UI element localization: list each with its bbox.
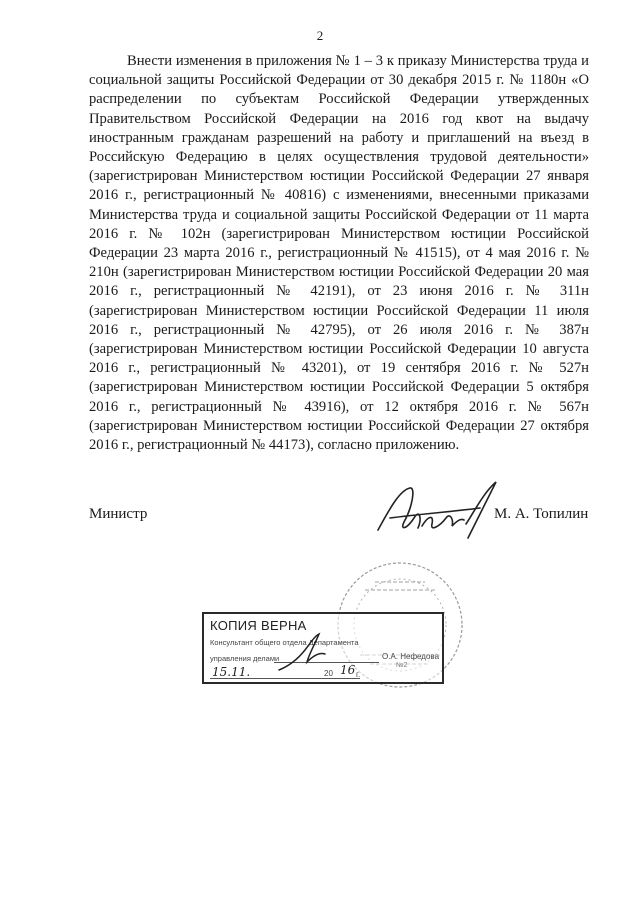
handwritten-signature <box>370 478 510 548</box>
stamp-seal-number: №2 <box>396 662 408 669</box>
page-number: 2 <box>316 28 324 43</box>
stamp-officer-name: О.А. Нефедова <box>382 652 440 661</box>
stamp-position: Консультант общего отдела Департамента <box>210 638 359 647</box>
stamp-year-handwritten: 16 <box>340 663 356 677</box>
stamp-handwritten-signature <box>275 630 345 675</box>
stamp-date-rule <box>210 678 360 679</box>
signatory-title: Министр <box>89 506 148 522</box>
signatory-name: М. А. Топилин <box>494 506 589 522</box>
stamp-title: КОПИЯ ВЕРНА <box>210 618 307 633</box>
stamp-date-handwritten: 15.11. <box>212 665 251 679</box>
stamp-year-suffix: г. <box>356 670 361 679</box>
stamp-department: управления делами <box>210 654 280 663</box>
stamp-year-prefix: 20 <box>324 669 333 678</box>
body-paragraph: Внести изменения в приложения № 1 – 3 к приказу Министерства труда и социальной защиты Российской Федерации от 30 декабря 2015 г. № 1180н «О распределении по субъектам Российской Федерации утвержденных Правительством Российской Федерации на 2016 год квот на выдачу иностранным гражданам разрешений на работу и приглашений на въезд в Российскую Федерацию в целях осуществления трудовой деятельности» (зарегистрирован Министерством юстиции Российской Федерации 27 января 2016 г., регистрационный № 40816) с изменениями, внесенными приказами Министерства труда и социальной защиты Российской Федерации от 11 марта 2016 г. № 102н (зарегистрирован Министерством юстиции Российской Федерации 23 марта 2016 г., регистрационный № 41515), от 4 мая 2016 г. № 210н (зарегистрирован Министерством юстиции Российской Федерации 20 мая 2016 г., регистрационный № 42191), от 23 июня 2016 г. № 311н (зарегистрирован Министерством юстиции Российской Федерации 11 июля 2016 г., регистрационный № 42795), от 26 июля 2016 г. № 387н (зарегистрирован Министерством юстиции Российской Федерации 10 августа 2016 г., регистрационный № 43201), от 19 сентября 2016 г. № 527н (зарегистрирован Министерством юстиции Российской Федерации 5 октября 2016 г., регистрационный № 43916), от 12 октября 2016 г. № 567н (зарегистрирован Министерством юстиции Российской Федерации 27 октября 2016 г., регистрационный № 44173), согласно приложению. <box>89 53 589 454</box>
